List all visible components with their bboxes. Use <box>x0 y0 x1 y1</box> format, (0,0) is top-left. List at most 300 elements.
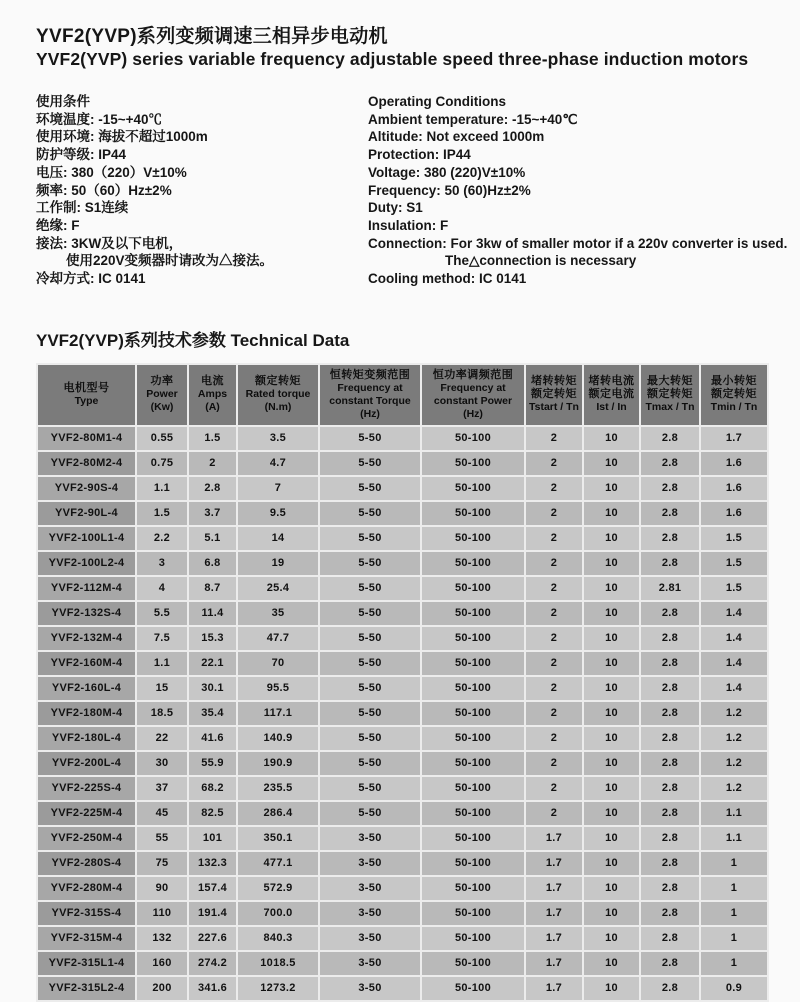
value-cell-rated-torque: 286.4 <box>238 802 318 825</box>
condition-line-zh: 使用环境: 海拔不超过1000m <box>36 129 208 145</box>
value-cell-freq-constant-torque: 5-50 <box>320 602 420 625</box>
value-cell-tmax-tn: 2.8 <box>641 552 699 575</box>
value-cell-tmax-tn: 2.8 <box>641 752 699 775</box>
column-header-tmax-tn <box>641 365 699 425</box>
table-row <box>38 877 767 900</box>
type-cell: YVF2-225M-4 <box>38 802 135 825</box>
value-cell-freq-constant-power: 50-100 <box>422 827 524 850</box>
table-row <box>38 977 767 1000</box>
value-cell-tmin-tn: 1.2 <box>701 727 767 750</box>
table-row <box>38 827 767 850</box>
value-cell-tmin-tn: 1.1 <box>701 802 767 825</box>
column-header-line: 额定转矩 <box>647 388 693 401</box>
value-cell-tmax-tn: 2.8 <box>641 452 699 475</box>
column-header-line: 堵转电流 <box>588 375 635 388</box>
value-cell-rated-torque: 700.0 <box>238 902 318 925</box>
condition-line-zh: 频率: 50（60）Hz±2% <box>36 182 172 198</box>
value-cell-freq-constant-power: 50-100 <box>422 977 524 1000</box>
value-cell-amps: 22.1 <box>189 652 236 675</box>
value-cell-tmin-tn: 1.4 <box>701 627 767 650</box>
value-cell-tstart-tn: 2 <box>526 527 582 550</box>
column-header-line: Amps <box>197 388 228 401</box>
column-header-line: (Kw) <box>150 401 174 414</box>
value-cell-ist-in: 10 <box>584 702 639 725</box>
type-cell: YVF2-132S-4 <box>38 602 135 625</box>
value-cell-freq-constant-torque: 5-50 <box>320 502 420 525</box>
value-cell-rated-torque: 117.1 <box>238 702 318 725</box>
table-row <box>38 602 767 625</box>
value-cell-power: 22 <box>137 727 187 750</box>
value-cell-tstart-tn: 2 <box>526 602 582 625</box>
table-row <box>38 477 767 500</box>
value-cell-rated-torque: 350.1 <box>238 827 318 850</box>
condition-line-zh: 使用220V变频器时请改为△接法。 <box>66 253 274 269</box>
value-cell-ist-in: 10 <box>584 977 639 1000</box>
value-cell-freq-constant-power: 50-100 <box>422 652 524 675</box>
value-cell-tmin-tn: 1.5 <box>701 577 767 600</box>
value-cell-tmax-tn: 2.8 <box>641 827 699 850</box>
value-cell-tstart-tn: 2 <box>526 752 582 775</box>
value-cell-power: 132 <box>137 927 187 950</box>
value-cell-amps: 157.4 <box>189 877 236 900</box>
value-cell-tstart-tn: 2 <box>526 502 582 525</box>
value-cell-freq-constant-torque: 3-50 <box>320 877 420 900</box>
condition-line-en: Insulation: F <box>368 217 449 233</box>
value-cell-freq-constant-power: 50-100 <box>422 777 524 800</box>
value-cell-power: 3 <box>137 552 187 575</box>
column-header-line: Frequency at <box>440 381 506 394</box>
value-cell-power: 75 <box>137 852 187 875</box>
table-row <box>38 702 767 725</box>
type-cell: YVF2-132M-4 <box>38 627 135 650</box>
value-cell-tmax-tn: 2.8 <box>641 902 699 925</box>
table-row <box>38 902 767 925</box>
column-header-line: constant Power <box>433 394 513 407</box>
value-cell-tstart-tn: 1.7 <box>526 902 582 925</box>
value-cell-ist-in: 10 <box>584 827 639 850</box>
value-cell-freq-constant-torque: 5-50 <box>320 652 420 675</box>
value-cell-amps: 101 <box>189 827 236 850</box>
value-cell-rated-torque: 840.3 <box>238 927 318 950</box>
column-header-line: Rated torque <box>245 388 311 401</box>
type-cell: YVF2-90S-4 <box>38 477 135 500</box>
value-cell-amps: 132.3 <box>189 852 236 875</box>
value-cell-ist-in: 10 <box>584 527 639 550</box>
column-header-line: Ist / In <box>596 401 627 414</box>
value-cell-power: 5.5 <box>137 602 187 625</box>
value-cell-ist-in: 10 <box>584 427 639 450</box>
value-cell-freq-constant-power: 50-100 <box>422 577 524 600</box>
table-row <box>38 452 767 475</box>
type-cell: YVF2-315L2-4 <box>38 977 135 1000</box>
value-cell-ist-in: 10 <box>584 902 639 925</box>
conditions-column-zh <box>36 93 368 288</box>
column-header-tmin-tn <box>701 365 767 425</box>
value-cell-ist-in: 10 <box>584 677 639 700</box>
column-header-line: 最大转矩 <box>647 375 693 388</box>
column-header-line: 额定转矩 <box>711 388 757 401</box>
condition-line-zh: 使用条件 <box>36 94 90 109</box>
value-cell-ist-in: 10 <box>584 727 639 750</box>
condition-line-en: Altitude: Not exceed 1000m <box>368 129 545 145</box>
table-row <box>38 577 767 600</box>
column-header-line: 额定转矩 <box>531 388 577 401</box>
value-cell-tmin-tn: 1.4 <box>701 602 767 625</box>
column-header-amps <box>189 365 236 425</box>
value-cell-tmax-tn: 2.8 <box>641 627 699 650</box>
value-cell-tmin-tn: 0.9 <box>701 977 767 1000</box>
value-cell-amps: 8.7 <box>189 577 236 600</box>
value-cell-power: 1.5 <box>137 502 187 525</box>
value-cell-amps: 2.8 <box>189 477 236 500</box>
value-cell-tstart-tn: 2 <box>526 577 582 600</box>
column-header-line: (Hz) <box>360 407 380 420</box>
operating-conditions-section <box>36 93 788 288</box>
type-cell: YVF2-315L1-4 <box>38 952 135 975</box>
condition-line-zh: 工作制: S1连续 <box>36 200 129 216</box>
column-header-line: 额定电流 <box>588 388 635 401</box>
value-cell-tmax-tn: 2.8 <box>641 952 699 975</box>
value-cell-tmin-tn: 1.7 <box>701 427 767 450</box>
value-cell-ist-in: 10 <box>584 627 639 650</box>
value-cell-tstart-tn: 2 <box>526 552 582 575</box>
page-title-zh: YVF2(YVP)系列变频调速三相异步电动机 <box>36 26 388 47</box>
value-cell-freq-constant-power: 50-100 <box>422 477 524 500</box>
value-cell-tmin-tn: 1.4 <box>701 677 767 700</box>
column-header-line: (A) <box>205 401 220 414</box>
value-cell-freq-constant-torque: 5-50 <box>320 627 420 650</box>
value-cell-freq-constant-torque: 5-50 <box>320 452 420 475</box>
value-cell-tmin-tn: 1.1 <box>701 827 767 850</box>
value-cell-amps: 227.6 <box>189 927 236 950</box>
value-cell-rated-torque: 190.9 <box>238 752 318 775</box>
value-cell-rated-torque: 572.9 <box>238 877 318 900</box>
value-cell-tstart-tn: 2 <box>526 477 582 500</box>
value-cell-tstart-tn: 2 <box>526 427 582 450</box>
header-row <box>38 365 767 425</box>
condition-line-zh: 接法: 3KW及以下电机， <box>36 235 183 251</box>
value-cell-freq-constant-power: 50-100 <box>422 702 524 725</box>
page-title-en: YVF2(YVP) series variable frequency adjustable speed three-phase induction motors <box>36 49 749 69</box>
value-cell-ist-in: 10 <box>584 477 639 500</box>
condition-line-en: Ambient temperature: -15~+40℃ <box>368 111 578 127</box>
column-header-rated-torque <box>238 365 318 425</box>
type-cell: YVF2-280M-4 <box>38 877 135 900</box>
value-cell-tmin-tn: 1.2 <box>701 752 767 775</box>
value-cell-amps: 6.8 <box>189 552 236 575</box>
value-cell-power: 45 <box>137 802 187 825</box>
value-cell-freq-constant-torque: 5-50 <box>320 527 420 550</box>
table-header <box>38 365 767 425</box>
type-cell: YVF2-250M-4 <box>38 827 135 850</box>
value-cell-rated-torque: 1018.5 <box>238 952 318 975</box>
table-row <box>38 502 767 525</box>
value-cell-freq-constant-power: 50-100 <box>422 877 524 900</box>
value-cell-ist-in: 10 <box>584 852 639 875</box>
value-cell-power: 15 <box>137 677 187 700</box>
value-cell-freq-constant-power: 50-100 <box>422 677 524 700</box>
value-cell-freq-constant-power: 50-100 <box>422 427 524 450</box>
value-cell-power: 0.55 <box>137 427 187 450</box>
technical-data-table <box>36 363 769 1002</box>
value-cell-tmin-tn: 1 <box>701 877 767 900</box>
title-block <box>36 26 770 70</box>
value-cell-tstart-tn: 1.7 <box>526 877 582 900</box>
value-cell-rated-torque: 140.9 <box>238 727 318 750</box>
column-header-line: Tmin / Tn <box>710 401 758 414</box>
column-header-line: 最小转矩 <box>711 375 757 388</box>
value-cell-tmax-tn: 2.8 <box>641 777 699 800</box>
value-cell-rated-torque: 47.7 <box>238 627 318 650</box>
value-cell-ist-in: 10 <box>584 802 639 825</box>
value-cell-tmin-tn: 1 <box>701 852 767 875</box>
value-cell-power: 1.1 <box>137 652 187 675</box>
column-header-type <box>38 365 135 425</box>
value-cell-rated-torque: 1273.2 <box>238 977 318 1000</box>
value-cell-freq-constant-power: 50-100 <box>422 952 524 975</box>
value-cell-freq-constant-power: 50-100 <box>422 627 524 650</box>
conditions-column-en <box>368 93 787 288</box>
value-cell-tstart-tn: 2 <box>526 652 582 675</box>
condition-line-en: Protection: IP44 <box>368 147 471 163</box>
value-cell-ist-in: 10 <box>584 652 639 675</box>
value-cell-tmax-tn: 2.8 <box>641 977 699 1000</box>
value-cell-freq-constant-torque: 3-50 <box>320 902 420 925</box>
value-cell-rated-torque: 3.5 <box>238 427 318 450</box>
table-row <box>38 727 767 750</box>
value-cell-freq-constant-torque: 3-50 <box>320 827 420 850</box>
value-cell-freq-constant-torque: 5-50 <box>320 552 420 575</box>
value-cell-tmin-tn: 1.6 <box>701 452 767 475</box>
value-cell-rated-torque: 19 <box>238 552 318 575</box>
column-header-line: Tstart / Tn <box>529 401 579 414</box>
value-cell-power: 160 <box>137 952 187 975</box>
value-cell-freq-constant-torque: 5-50 <box>320 477 420 500</box>
table-row <box>38 952 767 975</box>
type-cell: YVF2-160M-4 <box>38 652 135 675</box>
value-cell-rated-torque: 7 <box>238 477 318 500</box>
value-cell-rated-torque: 14 <box>238 527 318 550</box>
value-cell-freq-constant-power: 50-100 <box>422 452 524 475</box>
value-cell-tmax-tn: 2.8 <box>641 527 699 550</box>
value-cell-ist-in: 10 <box>584 552 639 575</box>
value-cell-tmax-tn: 2.8 <box>641 877 699 900</box>
value-cell-freq-constant-torque: 3-50 <box>320 977 420 1000</box>
value-cell-tstart-tn: 1.7 <box>526 977 582 1000</box>
value-cell-freq-constant-power: 50-100 <box>422 552 524 575</box>
type-cell: YVF2-80M1-4 <box>38 427 135 450</box>
value-cell-tmax-tn: 2.8 <box>641 677 699 700</box>
table-row <box>38 852 767 875</box>
column-header-line: Type <box>74 394 99 407</box>
value-cell-tmax-tn: 2.8 <box>641 602 699 625</box>
column-header-line: Frequency at <box>337 381 403 394</box>
table-row <box>38 527 767 550</box>
value-cell-rated-torque: 4.7 <box>238 452 318 475</box>
column-header-tstart-tn <box>526 365 582 425</box>
column-header-line: Power <box>146 388 178 401</box>
value-cell-tmax-tn: 2.8 <box>641 702 699 725</box>
value-cell-power: 7.5 <box>137 627 187 650</box>
value-cell-power: 55 <box>137 827 187 850</box>
column-header-line: 电流 <box>201 375 224 388</box>
table-row <box>38 927 767 950</box>
value-cell-tmin-tn: 1.2 <box>701 702 767 725</box>
value-cell-rated-torque: 70 <box>238 652 318 675</box>
value-cell-power: 200 <box>137 977 187 1000</box>
value-cell-freq-constant-torque: 5-50 <box>320 802 420 825</box>
value-cell-tmax-tn: 2.8 <box>641 727 699 750</box>
value-cell-amps: 274.2 <box>189 952 236 975</box>
value-cell-tmax-tn: 2.8 <box>641 652 699 675</box>
table-row <box>38 677 767 700</box>
type-cell: YVF2-160L-4 <box>38 677 135 700</box>
value-cell-tmax-tn: 2.8 <box>641 477 699 500</box>
column-header-ist-in <box>584 365 639 425</box>
value-cell-tstart-tn: 2 <box>526 702 582 725</box>
value-cell-ist-in: 10 <box>584 952 639 975</box>
value-cell-rated-torque: 25.4 <box>238 577 318 600</box>
value-cell-freq-constant-power: 50-100 <box>422 852 524 875</box>
column-header-line: 电机型号 <box>63 381 110 394</box>
condition-line-en: Connection: For 3kw of smaller motor if a 220v converter is used. <box>368 235 788 251</box>
value-cell-freq-constant-torque: 3-50 <box>320 927 420 950</box>
column-header-freq-constant-torque <box>320 365 420 425</box>
condition-line-zh: 冷却方式: IC 0141 <box>36 271 146 287</box>
condition-line-zh: 绝缘: F <box>36 217 80 233</box>
value-cell-amps: 1.5 <box>189 427 236 450</box>
value-cell-power: 110 <box>137 902 187 925</box>
value-cell-amps: 2 <box>189 452 236 475</box>
value-cell-tmin-tn: 1.6 <box>701 477 767 500</box>
value-cell-amps: 68.2 <box>189 777 236 800</box>
column-header-line: 恒转矩变频范围 <box>329 368 411 381</box>
condition-line-en: The△connection is necessary <box>445 253 637 269</box>
value-cell-amps: 15.3 <box>189 627 236 650</box>
value-cell-power: 2.2 <box>137 527 187 550</box>
value-cell-power: 1.1 <box>137 477 187 500</box>
value-cell-rated-torque: 9.5 <box>238 502 318 525</box>
type-cell: YVF2-100L1-4 <box>38 527 135 550</box>
value-cell-freq-constant-power: 50-100 <box>422 902 524 925</box>
value-cell-freq-constant-torque: 3-50 <box>320 852 420 875</box>
value-cell-amps: 35.4 <box>189 702 236 725</box>
value-cell-tmax-tn: 2.8 <box>641 852 699 875</box>
value-cell-amps: 41.6 <box>189 727 236 750</box>
column-header-line: 堵转转矩 <box>531 375 577 388</box>
column-header-line: 恒功率调频范围 <box>432 368 514 381</box>
value-cell-tmin-tn: 1.2 <box>701 777 767 800</box>
value-cell-freq-constant-torque: 5-50 <box>320 777 420 800</box>
type-cell: YVF2-200L-4 <box>38 752 135 775</box>
value-cell-freq-constant-torque: 5-50 <box>320 677 420 700</box>
value-cell-tstart-tn: 1.7 <box>526 952 582 975</box>
value-cell-amps: 82.5 <box>189 802 236 825</box>
value-cell-tmin-tn: 1.6 <box>701 502 767 525</box>
value-cell-tmin-tn: 1 <box>701 952 767 975</box>
value-cell-rated-torque: 235.5 <box>238 777 318 800</box>
column-header-line: (N.m) <box>264 401 292 414</box>
value-cell-amps: 5.1 <box>189 527 236 550</box>
value-cell-ist-in: 10 <box>584 452 639 475</box>
table-row <box>38 427 767 450</box>
type-cell: YVF2-90L-4 <box>38 502 135 525</box>
value-cell-ist-in: 10 <box>584 602 639 625</box>
value-cell-freq-constant-torque: 5-50 <box>320 702 420 725</box>
value-cell-amps: 191.4 <box>189 902 236 925</box>
value-cell-freq-constant-power: 50-100 <box>422 802 524 825</box>
value-cell-ist-in: 10 <box>584 777 639 800</box>
value-cell-amps: 11.4 <box>189 602 236 625</box>
value-cell-freq-constant-torque: 5-50 <box>320 752 420 775</box>
technical-data-section-title: YVF2(YVP)系列技术参数 Technical Data <box>36 330 350 350</box>
condition-line-zh: 电压: 380（220）V±10% <box>36 164 187 180</box>
type-cell: YVF2-315M-4 <box>38 927 135 950</box>
value-cell-rated-torque: 95.5 <box>238 677 318 700</box>
column-header-line: 功率 <box>150 375 174 388</box>
column-header-line: constant Torque <box>329 394 411 407</box>
table-row <box>38 627 767 650</box>
table-row <box>38 777 767 800</box>
value-cell-freq-constant-power: 50-100 <box>422 527 524 550</box>
condition-line-en: Frequency: 50 (60)Hz±2% <box>368 182 531 198</box>
table-row <box>38 752 767 775</box>
value-cell-tmax-tn: 2.8 <box>641 802 699 825</box>
value-cell-amps: 341.6 <box>189 977 236 1000</box>
value-cell-power: 37 <box>137 777 187 800</box>
condition-line-zh: 防护等级: IP44 <box>36 147 127 163</box>
value-cell-power: 18.5 <box>137 702 187 725</box>
value-cell-freq-constant-power: 50-100 <box>422 752 524 775</box>
condition-line-en: Voltage: 380 (220)V±10% <box>368 164 526 180</box>
value-cell-freq-constant-torque: 5-50 <box>320 577 420 600</box>
value-cell-tmin-tn: 1 <box>701 927 767 950</box>
type-cell: YVF2-180L-4 <box>38 727 135 750</box>
value-cell-freq-constant-power: 50-100 <box>422 602 524 625</box>
value-cell-tstart-tn: 1.7 <box>526 852 582 875</box>
value-cell-amps: 3.7 <box>189 502 236 525</box>
value-cell-freq-constant-torque: 5-50 <box>320 427 420 450</box>
value-cell-tstart-tn: 2 <box>526 802 582 825</box>
type-cell: YVF2-100L2-4 <box>38 552 135 575</box>
value-cell-freq-constant-power: 50-100 <box>422 502 524 525</box>
value-cell-rated-torque: 477.1 <box>238 852 318 875</box>
type-cell: YVF2-315S-4 <box>38 902 135 925</box>
type-cell: YVF2-180M-4 <box>38 702 135 725</box>
column-header-power <box>137 365 187 425</box>
type-cell: YVF2-280S-4 <box>38 852 135 875</box>
table-row <box>38 652 767 675</box>
condition-line-en: Operating Conditions <box>368 94 506 109</box>
column-header-freq-constant-power <box>422 365 524 425</box>
value-cell-tmax-tn: 2.8 <box>641 927 699 950</box>
value-cell-tmax-tn: 2.8 <box>641 502 699 525</box>
value-cell-tstart-tn: 2 <box>526 727 582 750</box>
value-cell-freq-constant-power: 50-100 <box>422 727 524 750</box>
value-cell-tmin-tn: 1.4 <box>701 652 767 675</box>
value-cell-tstart-tn: 2 <box>526 777 582 800</box>
table-row <box>38 802 767 825</box>
value-cell-tstart-tn: 1.7 <box>526 827 582 850</box>
column-header-line: Tmax / Tn <box>645 401 695 414</box>
condition-line-en: Duty: S1 <box>368 200 423 216</box>
type-cell: YVF2-112M-4 <box>38 577 135 600</box>
value-cell-tstart-tn: 1.7 <box>526 927 582 950</box>
value-cell-tstart-tn: 2 <box>526 677 582 700</box>
type-cell: YVF2-225S-4 <box>38 777 135 800</box>
value-cell-ist-in: 10 <box>584 752 639 775</box>
value-cell-freq-constant-torque: 3-50 <box>320 952 420 975</box>
